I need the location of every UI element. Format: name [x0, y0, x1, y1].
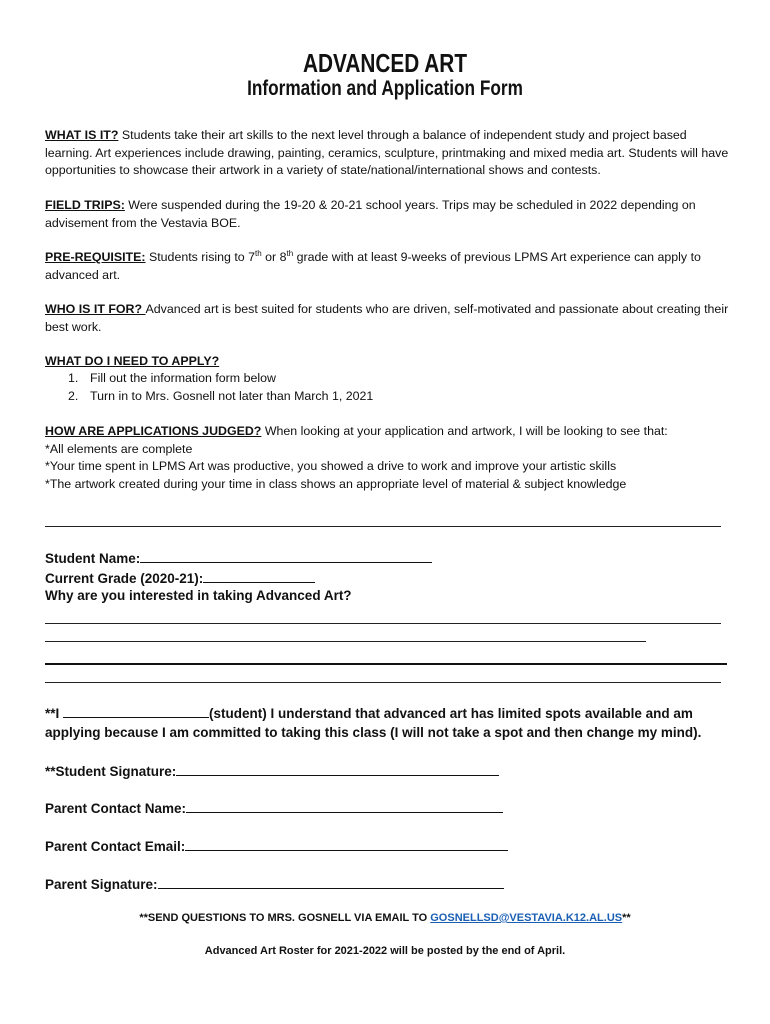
- parent-name-input[interactable]: [186, 799, 503, 813]
- criteria-item: *Your time spent in LPMS Art was productive, you showed a drive to work and improve your artistic skills: [45, 459, 617, 473]
- ack-student-name-input[interactable]: [63, 704, 209, 718]
- who-is-it-for-section: [45, 301, 735, 336]
- roster-note: Advanced Art Roster for 2021-2022 will be posted by the end of April.: [204, 945, 566, 957]
- what-is-it-section: [45, 127, 735, 180]
- ack-prefix: **I: [45, 706, 64, 721]
- field-trips-text: Were suspended during the 19-20 & 20-21 school years. Trips may be scheduled in 2022 depending on advisement from the Vestavia BOE.: [45, 198, 696, 230]
- judged-text: When looking at your application and artwork, I will be looking to see that:: [261, 424, 668, 438]
- parent-name-field: [45, 799, 503, 816]
- answer-line-3[interactable]: [45, 663, 727, 665]
- student-name-field: [45, 549, 432, 566]
- prereq-text-a: Students rising to 7: [145, 250, 256, 264]
- parent-email-input[interactable]: [185, 837, 508, 851]
- criteria-item: *All elements are complete: [45, 441, 193, 456]
- apply-label: WHAT DO I NEED TO APPLY?: [45, 354, 220, 368]
- student-name-input[interactable]: [140, 549, 432, 563]
- parent-email-field: [45, 837, 508, 854]
- list-item: 2. Turn in to Mrs. Gosnell not later than March 1, 2021: [68, 388, 374, 403]
- student-name-label: Student Name:: [45, 551, 141, 566]
- questions-note: [0, 912, 770, 924]
- section-divider: [45, 526, 721, 527]
- prerequisite-section: [45, 249, 735, 284]
- what-is-it-text: Students take their art skills to the next level through a balance of independent study and project based learning. Art experiences include drawing, painting, ceramics, sculpture, printmaking and mixed media art. Students will have opportunities to showcase their artwork in a variety of state/national/international shows and contests.: [45, 128, 729, 177]
- prereq-sup-a: th: [255, 248, 262, 258]
- parent-signature-input[interactable]: [158, 875, 504, 889]
- questions-prefix: **SEND QUESTIONS TO MRS. GOSNELL VIA EMAIL TO: [139, 912, 431, 924]
- student-signature-input[interactable]: [176, 762, 499, 776]
- list-item: 1. Fill out the information form below: [68, 371, 276, 385]
- parent-signature-label: Parent Signature:: [45, 877, 158, 892]
- criteria-item: *The artwork created during your time in class shows an appropriate level of material & subject knowledge: [45, 476, 627, 491]
- answer-line-2[interactable]: [45, 641, 646, 642]
- current-grade-input[interactable]: [203, 569, 315, 583]
- form-title: ADVANCED ART: [302, 48, 468, 78]
- field-trips-section: [45, 197, 735, 232]
- prereq-sup-b: th: [286, 248, 294, 258]
- prerequisite-label: PRE-REQUISITE:: [45, 250, 146, 264]
- form-subtitle: Information and Application Form: [247, 77, 523, 100]
- student-signature-field: [45, 762, 499, 779]
- what-is-it-label: WHAT IS IT?: [45, 128, 119, 142]
- prereq-text-b: or 8: [261, 250, 287, 264]
- apply-steps-list: [68, 370, 373, 405]
- student-signature-label: **Student Signature:: [45, 764, 177, 779]
- why-interested-label: Why are you interested in taking Advanced Art?: [45, 588, 352, 603]
- ack-text: (student) I understand that advanced art has limited spots available and am applying because I am committed to taking this class (I will not take a spot and then change my mind).: [45, 706, 702, 740]
- answer-line-1[interactable]: [45, 623, 721, 624]
- email-link[interactable]: GOSNELLSD@VESTAVIA.K12.AL.US: [430, 912, 623, 924]
- judged-label: HOW ARE APPLICATIONS JUDGED?: [45, 424, 262, 438]
- parent-name-label: Parent Contact Name:: [45, 801, 187, 816]
- questions-suffix: **: [622, 912, 631, 924]
- field-trips-label: FIELD TRIPS:: [45, 198, 125, 212]
- acknowledgement-statement: [45, 704, 725, 742]
- why-interested-field: [45, 588, 352, 603]
- answer-line-4[interactable]: [45, 682, 721, 683]
- parent-email-label: Parent Contact Email:: [45, 839, 186, 854]
- parent-signature-field: [45, 875, 504, 892]
- judged-section: [45, 423, 735, 493]
- who-is-it-for-text: Advanced art is best suited for students who are driven, self-motivated and passionate about creating their best work.: [45, 302, 729, 334]
- who-is-it-for-label: WHO IS IT FOR?: [45, 302, 146, 316]
- prereq-text-c: grade with at least 9-weeks of previous LPMS Art experience can apply to advanced art.: [45, 250, 701, 282]
- apply-heading: [45, 353, 735, 371]
- current-grade-label: Current Grade (2020-21):: [45, 571, 204, 586]
- current-grade-field: [45, 569, 315, 586]
